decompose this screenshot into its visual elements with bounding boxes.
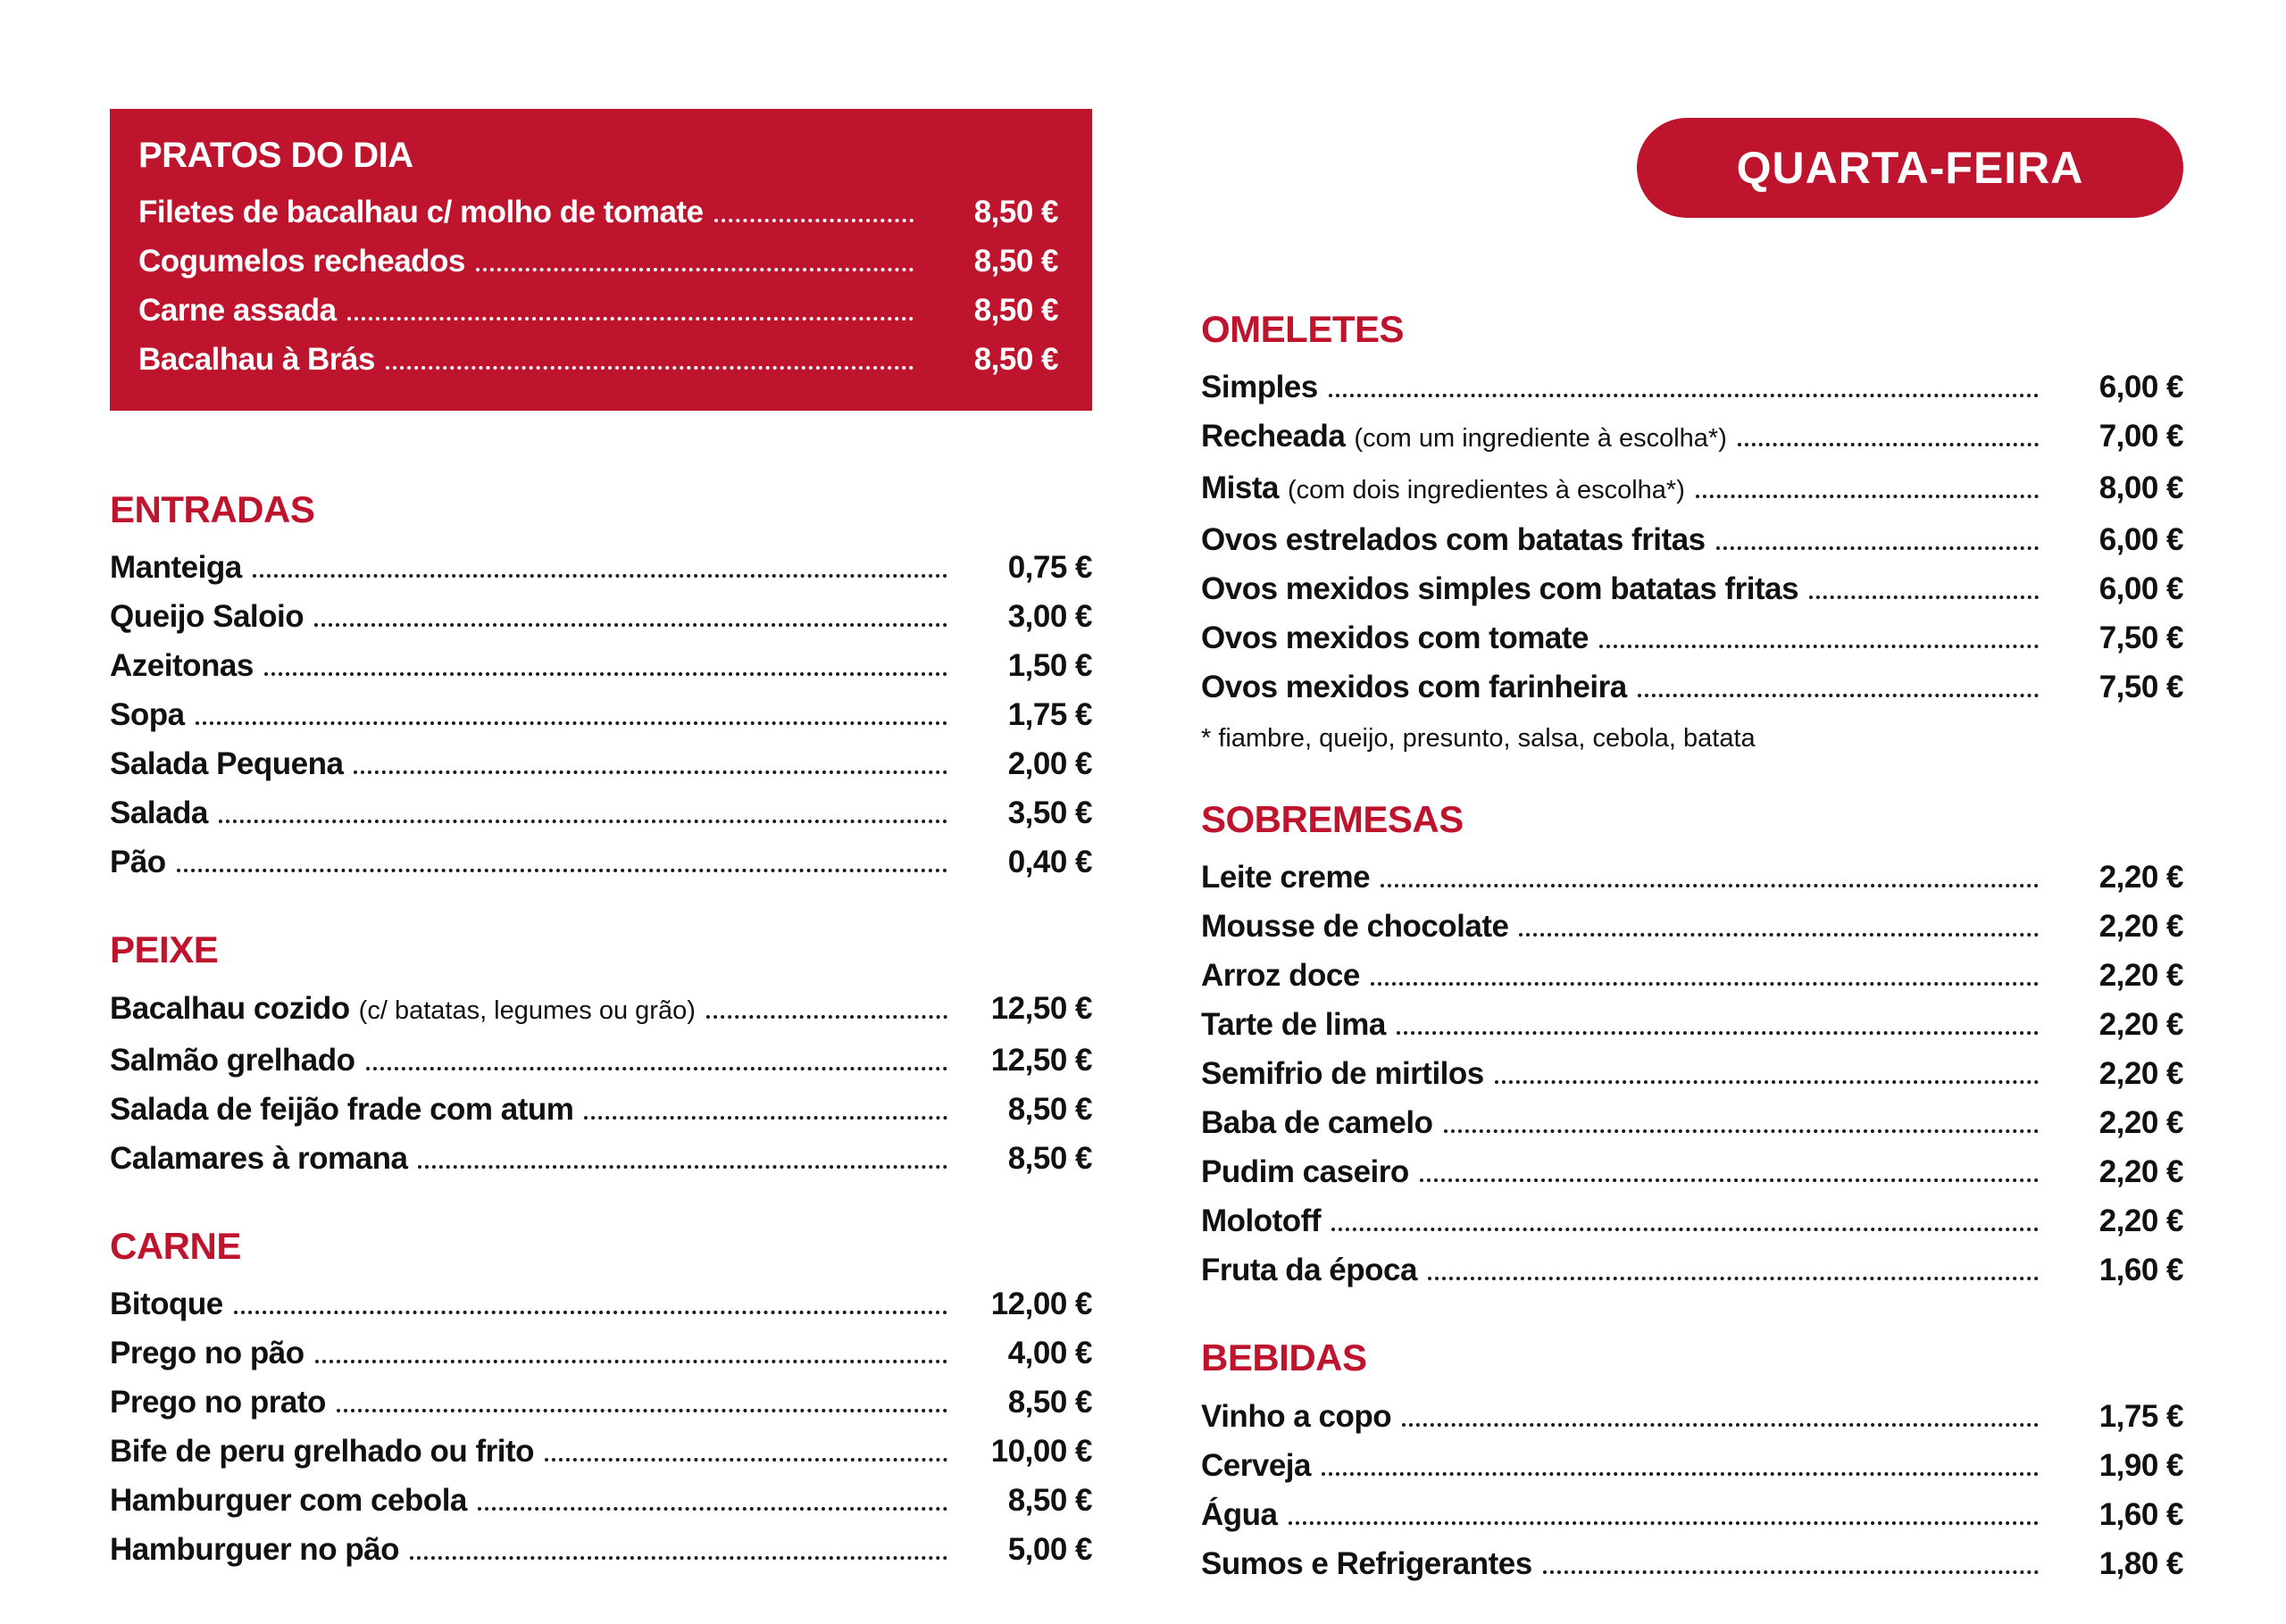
item-price: 1,75 €	[2098, 1398, 2183, 1434]
menu-item-row	[1201, 1539, 2183, 1588]
menu-item-row	[110, 1525, 1092, 1574]
menu-item-row	[110, 1036, 1092, 1085]
item-name: Prego no prato	[110, 1385, 326, 1420]
item-name: Fruta da época	[1201, 1253, 1417, 1288]
dotted-leader	[1329, 394, 2039, 397]
item-price: 5,00 €	[1007, 1532, 1092, 1568]
item-name: Simples	[1201, 370, 1318, 405]
item-name: Água	[1201, 1496, 1278, 1532]
menu-item-row	[1201, 1098, 2183, 1147]
dotted-leader	[1738, 443, 2039, 446]
dotted-leader	[1289, 1521, 2040, 1525]
dotted-leader	[314, 623, 947, 627]
item-name: Bacalhau cozido	[110, 990, 350, 1026]
dotted-leader	[337, 1409, 947, 1412]
dotted-leader	[1543, 1570, 2039, 1574]
item-name: Bife de peru grelhado ou frito	[110, 1434, 535, 1470]
item-name: Sumos e Refrigerantes	[1201, 1545, 1532, 1581]
item-name: Bitoque	[110, 1287, 223, 1322]
section-title: OMELETES	[1201, 308, 1405, 350]
item-name: Ovos mexidos com tomate	[1201, 620, 1589, 656]
item-price: 3,00 €	[1007, 599, 1092, 635]
item-price: 1,60 €	[2098, 1253, 2183, 1288]
item-name: Salada de feijão frade com atum	[110, 1091, 574, 1127]
menu-item-row	[138, 187, 1058, 237]
item-price: 2,20 €	[2098, 1056, 2183, 1092]
item-price: 3,50 €	[1007, 795, 1092, 831]
item-price: 2,20 €	[2098, 1105, 2183, 1141]
item-price: 1,60 €	[2098, 1496, 2183, 1532]
section-title: SOBREMESAS	[1201, 798, 1464, 841]
menu-item-row	[1201, 951, 2183, 1000]
menu-item-row	[1201, 362, 2183, 412]
item-name: Arroz doce	[1201, 958, 1360, 994]
item-name: Mista	[1201, 471, 1279, 506]
section-title: BEBIDAS	[1201, 1337, 1367, 1379]
item-name: Carne assada	[138, 293, 337, 328]
dotted-leader	[418, 1165, 947, 1169]
item-price: 8,00 €	[2098, 471, 2183, 506]
item-price: 2,20 €	[2098, 1007, 2183, 1043]
menu-item-row	[110, 1328, 1092, 1378]
item-price: 7,50 €	[2098, 620, 2183, 656]
item-price: 12,50 €	[990, 990, 1092, 1026]
dotted-leader	[410, 1556, 947, 1560]
menu-item-row	[1201, 1441, 2183, 1490]
menu-section-carne	[110, 1224, 1092, 1574]
item-note: (c/ batatas, legumes ou grão)	[358, 995, 696, 1025]
menu-item-row	[1201, 1000, 2183, 1049]
dotted-leader	[1495, 1080, 2039, 1084]
specials-title: PRATOS DO DIA	[138, 136, 413, 175]
menu-item-row	[110, 1476, 1092, 1525]
item-name: Pudim caseiro	[1201, 1154, 1409, 1190]
menu-item-row	[1201, 1490, 2183, 1539]
item-price: 1,90 €	[2098, 1447, 2183, 1483]
dotted-leader	[1444, 1129, 2040, 1133]
item-name: Leite creme	[1201, 860, 1371, 895]
item-name: Azeitonas	[110, 648, 254, 684]
menu-item-row	[1201, 564, 2183, 613]
item-name: Hamburguer com cebola	[110, 1483, 467, 1519]
item-name: Semifrio de mirtilos	[1201, 1056, 1484, 1092]
dotted-leader	[315, 1360, 947, 1363]
item-name: Prego no pão	[110, 1336, 305, 1371]
item-price: 8,50 €	[1007, 1140, 1092, 1176]
item-price: 6,00 €	[2098, 522, 2183, 558]
dotted-leader	[1381, 884, 2039, 887]
item-price: 12,00 €	[990, 1287, 1092, 1322]
item-name: Hamburguer no pão	[110, 1532, 400, 1568]
menu-item-row	[1201, 412, 2183, 463]
dotted-leader	[196, 721, 947, 725]
item-note: (com dois ingredientes à escolha*)	[1287, 476, 1685, 505]
dotted-leader	[1331, 1228, 2039, 1231]
item-name: Bacalhau à Brás	[138, 342, 375, 377]
dotted-leader	[1716, 546, 2039, 550]
item-name: Ovos mexidos com farinheira	[1201, 670, 1627, 705]
menu-item-row	[1201, 515, 2183, 564]
item-price: 6,00 €	[2098, 370, 2183, 405]
specials-box	[110, 109, 1092, 411]
dotted-leader	[1638, 694, 2039, 697]
item-price: 8,50 €	[973, 244, 1058, 279]
menu-item-row	[110, 739, 1092, 788]
item-price: 1,80 €	[2098, 1545, 2183, 1581]
item-name: Salada	[110, 795, 208, 831]
left-sections	[110, 487, 1092, 1574]
dotted-leader	[177, 869, 947, 872]
item-name: Ovos mexidos simples com batatas fritas	[1201, 571, 1799, 607]
item-name: Baba de camelo	[1201, 1105, 1433, 1141]
item-price: 2,20 €	[2098, 1154, 2183, 1190]
item-price: 6,00 €	[2098, 571, 2183, 607]
dotted-leader	[584, 1116, 947, 1120]
item-price: 7,50 €	[2098, 670, 2183, 705]
item-price: 8,50 €	[1007, 1483, 1092, 1519]
item-name: Tarte de lima	[1201, 1007, 1386, 1043]
specials-items	[138, 187, 1058, 384]
item-name: Recheada	[1201, 419, 1346, 454]
menu-item-row	[1201, 1049, 2183, 1098]
item-price: 2,20 €	[2098, 958, 2183, 994]
item-price: 1,50 €	[1007, 648, 1092, 684]
dotted-leader	[714, 219, 914, 222]
menu-column-left	[110, 109, 1092, 1574]
item-price: 2,00 €	[1007, 746, 1092, 782]
item-price: 0,75 €	[1007, 550, 1092, 586]
menu-item-row	[110, 641, 1092, 690]
dotted-leader	[1428, 1277, 2039, 1280]
menu-item-row	[110, 1279, 1092, 1328]
dotted-leader	[476, 268, 914, 271]
dotted-leader	[1402, 1423, 2039, 1427]
item-name: Salmão grelhado	[110, 1042, 355, 1078]
dotted-leader	[234, 1311, 947, 1314]
item-name: Molotoff	[1201, 1203, 1321, 1239]
dotted-leader	[1599, 645, 2039, 648]
item-price: 2,20 €	[2098, 909, 2183, 945]
item-price: 8,50 €	[973, 293, 1058, 328]
menu-item-row	[110, 592, 1092, 641]
dotted-leader	[706, 1015, 947, 1019]
menu-item-row	[1201, 902, 2183, 951]
item-name: Calamares à romana	[110, 1140, 408, 1176]
item-price: 10,00 €	[990, 1434, 1092, 1470]
item-price: 2,20 €	[2098, 860, 2183, 895]
dotted-leader	[478, 1507, 947, 1511]
item-name: Salada Pequena	[110, 746, 344, 782]
item-price: 8,50 €	[1007, 1385, 1092, 1420]
menu-item-row	[138, 335, 1058, 384]
item-price: 1,75 €	[1007, 697, 1092, 733]
item-name: Mousse de chocolate	[1201, 909, 1509, 945]
item-price: 4,00 €	[1007, 1336, 1092, 1371]
dotted-leader	[1809, 595, 2039, 599]
menu-item-row	[1201, 613, 2183, 662]
item-name: Manteiga	[110, 550, 242, 586]
menu-column-right	[1201, 109, 2183, 1588]
dotted-leader	[1397, 1031, 2039, 1035]
item-name: Sopa	[110, 697, 185, 733]
menu-item-row	[1201, 463, 2183, 515]
dotted-leader	[354, 770, 947, 774]
section-title: PEIXE	[110, 929, 219, 971]
menu-item-row	[110, 1134, 1092, 1183]
item-price: 8,50 €	[1007, 1091, 1092, 1127]
dotted-leader	[264, 672, 947, 676]
section-title: CARNE	[110, 1224, 241, 1267]
menu-item-row	[110, 1085, 1092, 1134]
menu-section-bebidas	[1201, 1336, 2183, 1587]
menu-item-row	[110, 984, 1092, 1036]
menu-item-row	[1201, 1245, 2183, 1295]
menu-section-omeletes	[1201, 307, 2183, 756]
menu-item-row	[110, 788, 1092, 837]
day-badge-label: QUARTA-FEIRA	[1736, 143, 2084, 193]
menu-item-row	[1201, 1147, 2183, 1196]
menu-item-row	[110, 543, 1092, 592]
dotted-leader	[1519, 933, 2039, 937]
item-note: (com um ingrediente à escolha*)	[1354, 424, 1727, 454]
dotted-leader	[253, 574, 947, 578]
item-price: 2,20 €	[2098, 1203, 2183, 1239]
menu-section-sobremesas	[1201, 797, 2183, 1295]
item-name: Ovos estrelados com batatas fritas	[1201, 522, 1706, 558]
item-price: 0,40 €	[1007, 845, 1092, 880]
section-footnote: * fiambre, queijo, presunto, salsa, cebola, batata	[1201, 724, 1756, 754]
menu-item-row	[110, 690, 1092, 739]
dotted-leader	[1371, 982, 2039, 986]
item-name: Cogumelos recheados	[138, 244, 465, 279]
dotted-leader	[347, 317, 914, 321]
menu-item-row	[138, 286, 1058, 335]
day-badge	[1637, 118, 2183, 218]
menu-item-row	[1201, 1196, 2183, 1245]
menu-section-peixe	[110, 928, 1092, 1182]
dotted-leader	[366, 1067, 947, 1070]
menu-section-entradas	[110, 487, 1092, 887]
dotted-leader	[545, 1458, 947, 1462]
dotted-leader	[219, 820, 947, 823]
menu-item-row	[1201, 662, 2183, 712]
dotted-leader	[1696, 495, 2039, 498]
item-name: Cerveja	[1201, 1447, 1311, 1483]
right-sections	[1201, 307, 2183, 1588]
menu-item-row	[1201, 853, 2183, 902]
dotted-leader	[1322, 1472, 2039, 1476]
menu-item-row	[138, 237, 1058, 286]
item-name: Queijo Saloio	[110, 599, 305, 635]
item-name: Filetes de bacalhau c/ molho de tomate	[138, 195, 704, 229]
item-price: 8,50 €	[973, 342, 1058, 377]
menu-item-row	[110, 1427, 1092, 1476]
item-price: 7,00 €	[2098, 419, 2183, 454]
menu-item-row	[110, 1378, 1092, 1427]
item-name: Pão	[110, 845, 166, 880]
item-price: 12,50 €	[990, 1042, 1092, 1078]
section-title: ENTRADAS	[110, 488, 315, 530]
dotted-leader	[386, 366, 914, 370]
dotted-leader	[1420, 1178, 2039, 1182]
menu-item-row	[1201, 1392, 2183, 1441]
item-price: 8,50 €	[973, 195, 1058, 229]
item-name: Vinho a copo	[1201, 1398, 1392, 1434]
menu-item-row	[110, 837, 1092, 887]
